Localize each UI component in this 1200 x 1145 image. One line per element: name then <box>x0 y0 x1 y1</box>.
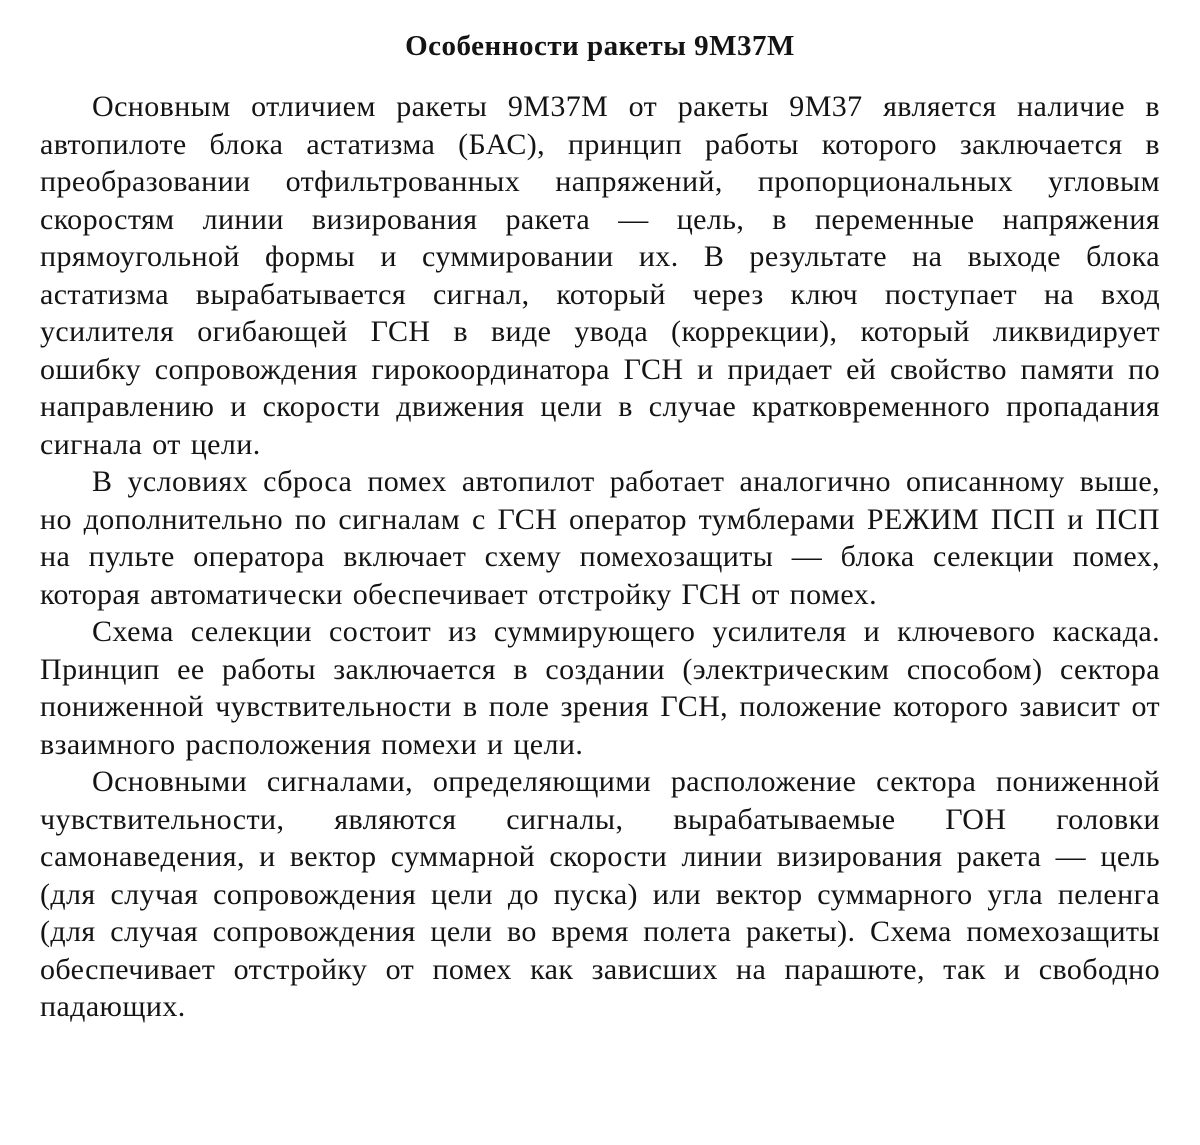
paragraph-3: Схема селекции состоит из суммирующего усилителя и ключевого каскада. Принцип ее работы заключается в создании (электрическим способом) сектора пониженной чувствительности в поле зрения ГСН, положение которого зависит от взаимного расположения помехи и цели. <box>40 615 1160 761</box>
document-title: Особенности ракеты 9М37М <box>405 30 795 62</box>
paragraph-1: Основным отличием ракеты 9М37М от ракеты 9М37 является наличие в автопилоте блока астатизма (БАС), принцип работы которого заключается в преобразовании отфильтрованных напряжений, пропорциональных угловым скоростям линии визирования ракета — цель, в переменные напряжения прямоугольной формы и суммировании их. В результате на выходе блока астатизма вырабатывается сигнал, который через ключ поступает на вход усилителя огибающей ГСН в виде увода (коррекции), который ликвидирует ошибку сопровождения гирокоординатора ГСН и придает ей свойство памяти по направлению и скорости движения цели в случае кратковременного пропадания сигнала от цели. <box>40 90 1160 461</box>
paragraph-4: Основными сигналами, определяющими расположение сектора пониженной чувствительности, являются сигналы, вырабатываемые ГОН головки самонаведения, и вектор суммарной скорости линии визирования ракета — цель (для случая сопровождения цели до пуска) или вектор суммарного угла пеленга (для случая сопровождения цели во время полета ракеты). Схема помехозащиты обеспечивает отстройку от помех как зависших на парашюте, так и свободно падающих. <box>40 765 1160 1023</box>
paragraph-2: В условиях сброса помех автопилот работает аналогично описанному выше, но дополнительно по сигналам с ГСН оператор тумблерами РЕЖИМ ПСП и ПСП на пульте оператора включает схему помехозащиты — блока селекции помех, которая автоматически обеспечивает отстройку ГСН от помех. <box>40 465 1160 611</box>
document-page <box>40 22 1160 1026</box>
